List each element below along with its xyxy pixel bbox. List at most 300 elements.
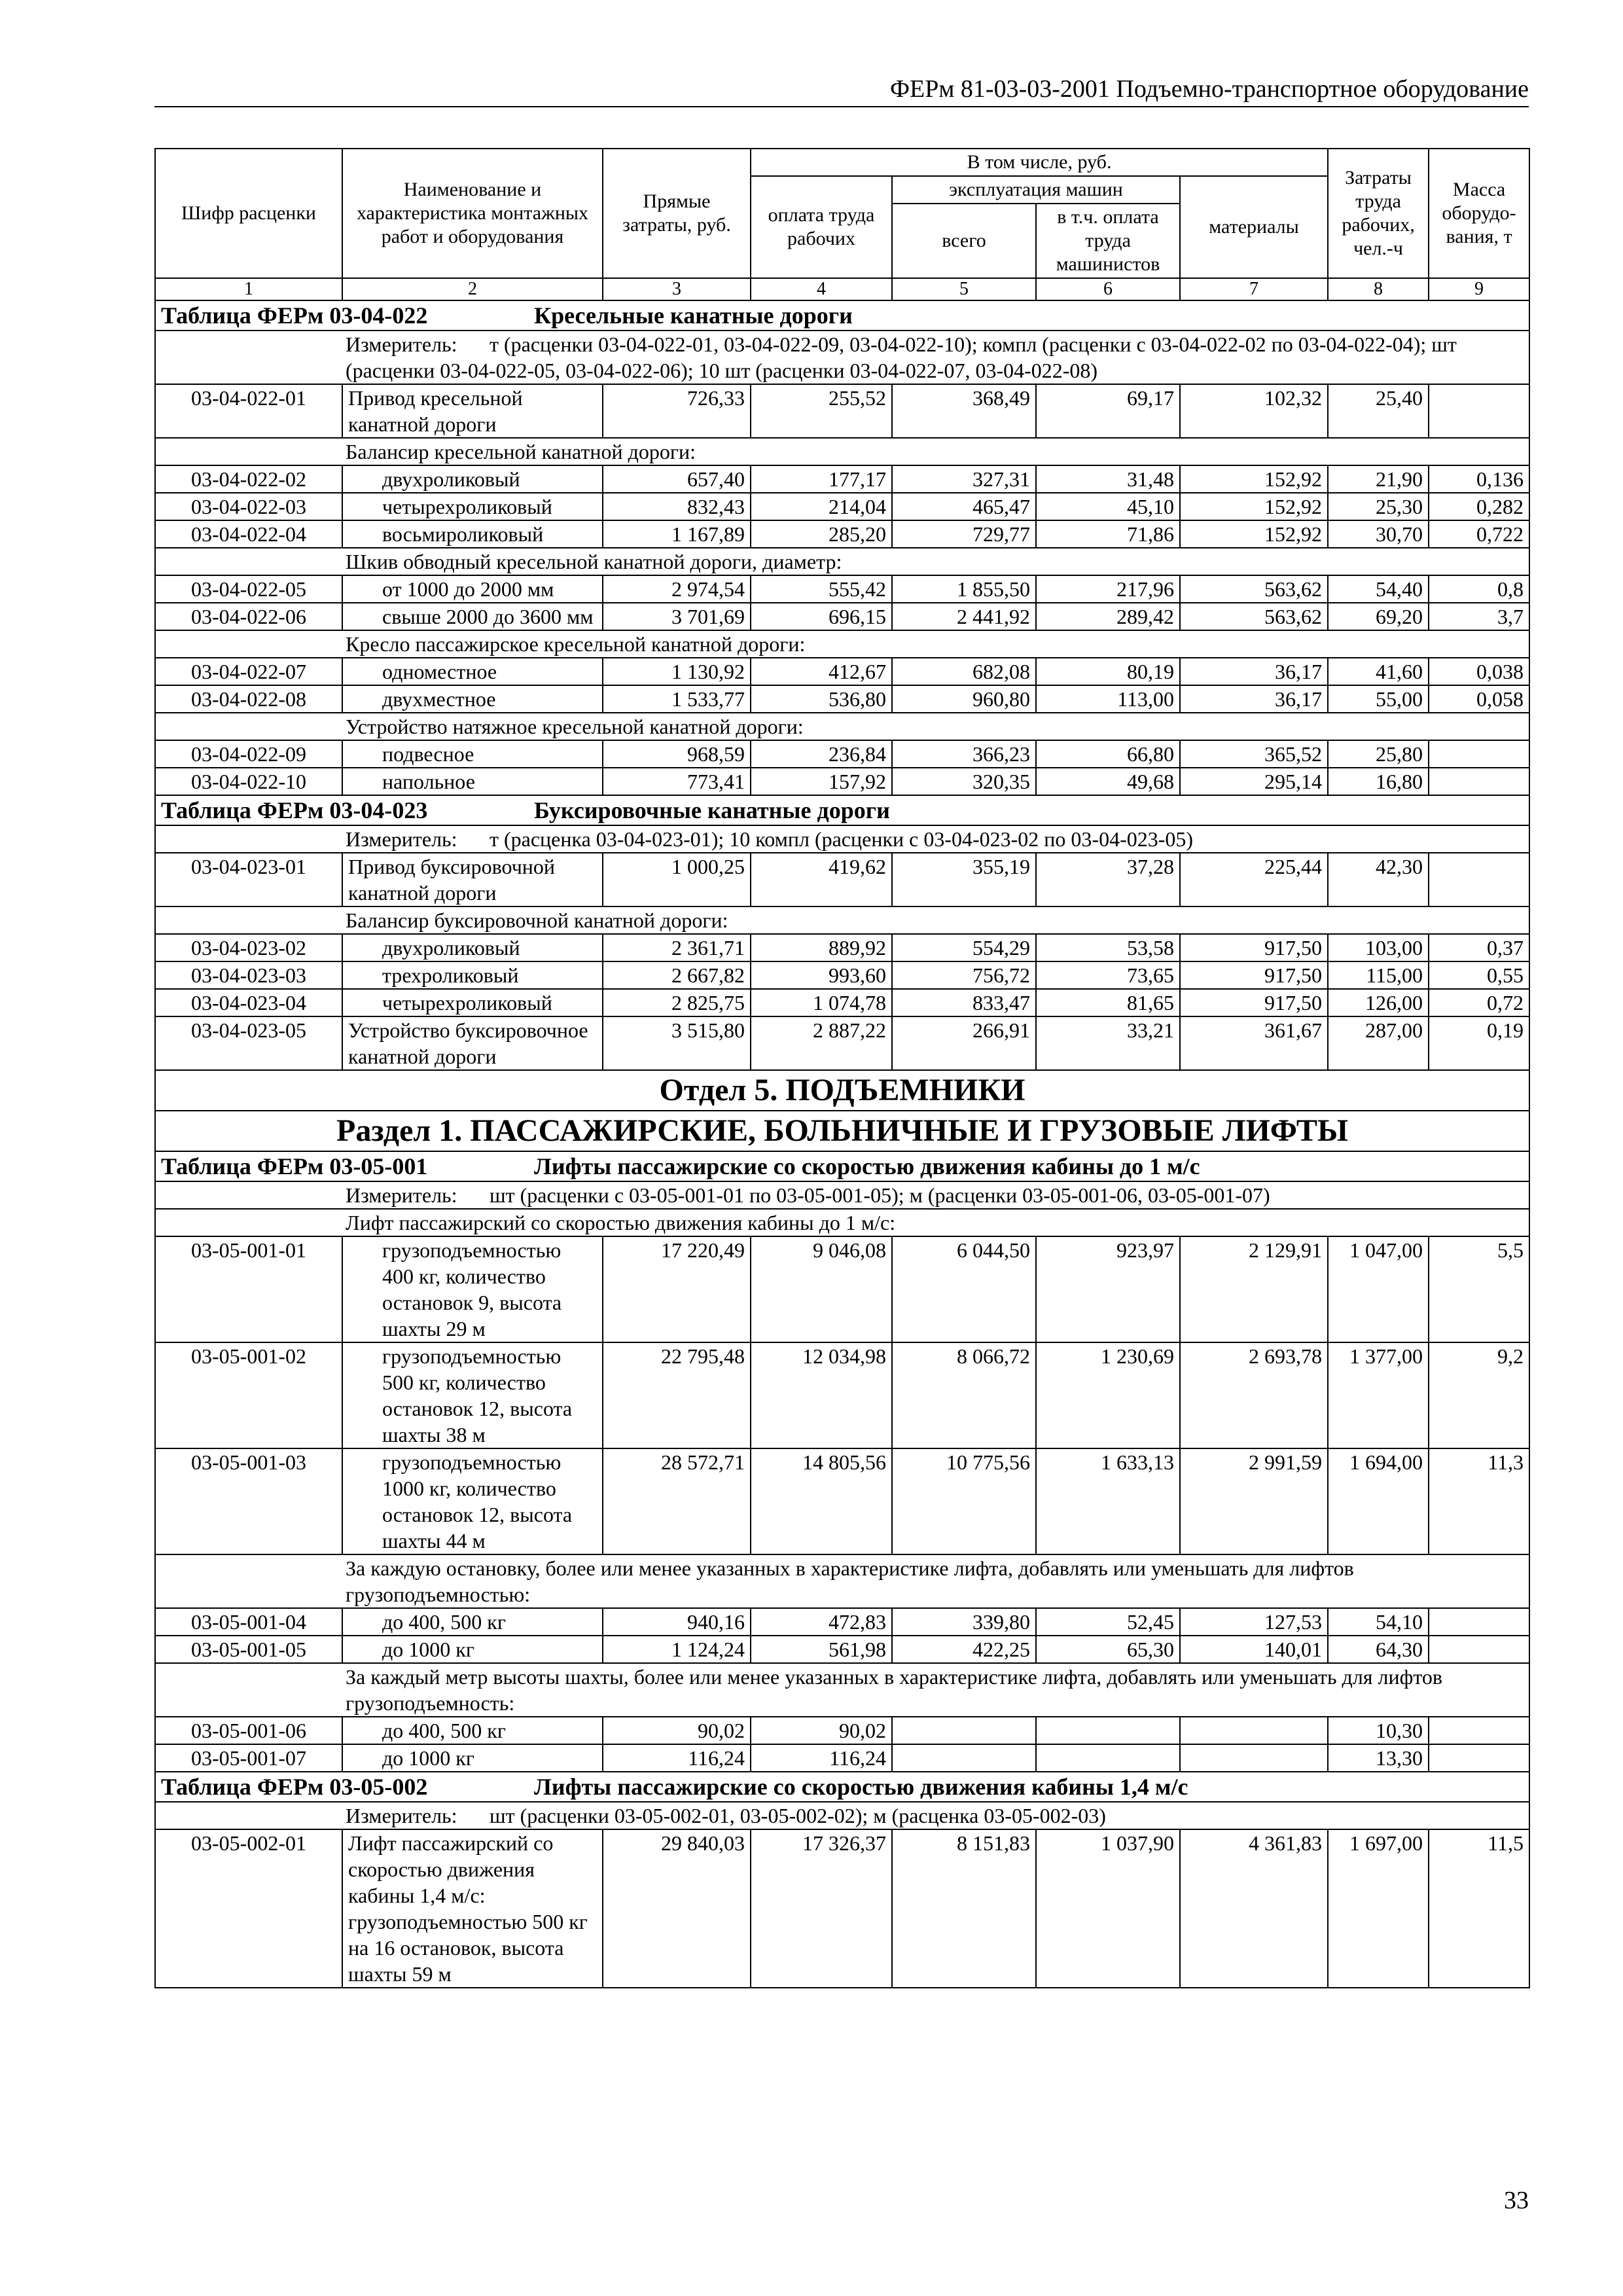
column-number: 1 xyxy=(155,278,342,300)
machines-total: 833,47 xyxy=(892,989,1036,1016)
direct-cost: 726,33 xyxy=(603,384,751,438)
machinist-labor: 80,19 xyxy=(1036,658,1180,685)
equipment-mass: 9,2 xyxy=(1429,1342,1529,1448)
rate-code: 03-04-022-01 xyxy=(155,384,342,438)
rate-code: 03-05-001-06 xyxy=(155,1717,342,1744)
group-heading-row xyxy=(155,1663,1529,1717)
meter-label: Измеритель: xyxy=(346,1183,457,1207)
table-row xyxy=(155,853,1529,906)
direct-cost: 3 701,69 xyxy=(603,603,751,630)
group-heading: Кресло пассажирское кресельной канатной дороги: xyxy=(155,630,1529,658)
direct-cost: 3 515,80 xyxy=(603,1016,751,1070)
table-row xyxy=(155,658,1529,685)
equipment-mass: 0,058 xyxy=(1429,685,1529,713)
equipment-mass: 0,72 xyxy=(1429,989,1529,1016)
col-labor-header: оплата труда рабочих xyxy=(751,176,892,278)
running-header: ФЕРм 81-03-03-2001 Подъемно-транспортное оборудование xyxy=(890,75,1529,103)
work-name: до 1000 кг xyxy=(342,1636,603,1663)
rate-code: 03-05-002-01 xyxy=(155,1829,342,1988)
table-row xyxy=(155,1342,1529,1448)
table-title: Лифты пассажирские со скоростью движения кабины до 1 м/с xyxy=(534,1153,1200,1179)
labor-cost: 116,24 xyxy=(751,1744,892,1772)
labor-hours: 25,40 xyxy=(1328,384,1429,438)
direct-cost: 17 220,49 xyxy=(603,1236,751,1342)
labor-hours: 25,30 xyxy=(1328,493,1429,520)
table-row xyxy=(155,603,1529,630)
machines-total: 1 855,50 xyxy=(892,575,1036,603)
machines-total: 355,19 xyxy=(892,853,1036,906)
work-name: Привод буксировочной канатной дороги xyxy=(342,853,603,906)
machines-total: 465,47 xyxy=(892,493,1036,520)
machinist-labor: 52,45 xyxy=(1036,1608,1180,1636)
rate-code: 03-05-001-01 xyxy=(155,1236,342,1342)
machinist-labor: 1 633,13 xyxy=(1036,1448,1180,1554)
materials-cost: 4 361,83 xyxy=(1180,1829,1328,1988)
labor-hours: 103,00 xyxy=(1328,934,1429,961)
labor-cost: 2 887,22 xyxy=(751,1016,892,1070)
equipment-mass: 5,5 xyxy=(1429,1236,1529,1342)
labor-hours: 64,30 xyxy=(1328,1636,1429,1663)
group-heading-row xyxy=(155,906,1529,934)
rate-code: 03-04-023-03 xyxy=(155,961,342,989)
table-row xyxy=(155,961,1529,989)
table-code: Таблица ФЕРм 03-05-002 xyxy=(161,1774,428,1800)
materials-cost: 2 991,59 xyxy=(1180,1448,1328,1554)
machinist-labor: 1 230,69 xyxy=(1036,1342,1180,1448)
col-machines-header: эксплуатация машин xyxy=(892,176,1180,204)
labor-cost: 9 046,08 xyxy=(751,1236,892,1342)
machinist-labor: 53,58 xyxy=(1036,934,1180,961)
equipment-mass xyxy=(1429,768,1529,795)
meter-row xyxy=(155,331,1529,384)
meter-cell xyxy=(155,1181,1529,1209)
rate-code: 03-04-022-04 xyxy=(155,520,342,548)
work-name: грузоподъемностью 400 кг, количество остановок 9, высота шахты 29 м xyxy=(342,1236,603,1342)
table-code: Таблица ФЕРм 03-05-001 xyxy=(161,1153,428,1179)
table-row xyxy=(155,575,1529,603)
meter-row xyxy=(155,1802,1529,1829)
machines-total: 366,23 xyxy=(892,740,1036,768)
rate-code: 03-04-023-01 xyxy=(155,853,342,906)
work-name: восьмироликовый xyxy=(342,520,603,548)
equipment-mass: 0,136 xyxy=(1429,465,1529,493)
rate-code: 03-04-023-05 xyxy=(155,1016,342,1070)
column-numbers-row xyxy=(155,278,1529,300)
table-row xyxy=(155,685,1529,713)
column-number: 7 xyxy=(1180,278,1328,300)
table-row xyxy=(155,1608,1529,1636)
equipment-mass: 0,37 xyxy=(1429,934,1529,961)
labor-cost: 90,02 xyxy=(751,1717,892,1744)
work-name: четырехроликовый xyxy=(342,989,603,1016)
machinist-labor: 71,86 xyxy=(1036,520,1180,548)
materials-cost: 295,14 xyxy=(1180,768,1328,795)
table-title: Кресельные канатные дороги xyxy=(534,302,853,329)
machinist-labor: 49,68 xyxy=(1036,768,1180,795)
machines-total: 682,08 xyxy=(892,658,1036,685)
column-number: 6 xyxy=(1036,278,1180,300)
machinist-labor: 73,65 xyxy=(1036,961,1180,989)
direct-cost: 90,02 xyxy=(603,1717,751,1744)
direct-cost: 1 533,77 xyxy=(603,685,751,713)
col-mach-labor-header: в т.ч. оплата труда машинистов xyxy=(1036,204,1180,278)
machinist-labor: 37,28 xyxy=(1036,853,1180,906)
work-name: свыше 2000 до 3600 мм xyxy=(342,603,603,630)
meter-cell xyxy=(155,1802,1529,1829)
machinist-labor: 217,96 xyxy=(1036,575,1180,603)
labor-cost: 696,15 xyxy=(751,603,892,630)
work-name: подвесное xyxy=(342,740,603,768)
machines-total: 6 044,50 xyxy=(892,1236,1036,1342)
machinist-labor: 66,80 xyxy=(1036,740,1180,768)
group-heading-row xyxy=(155,1209,1529,1236)
labor-cost: 285,20 xyxy=(751,520,892,548)
table-title-cell xyxy=(155,1151,1529,1181)
work-name: двухместное xyxy=(342,685,603,713)
materials-cost: 127,53 xyxy=(1180,1608,1328,1636)
group-heading: Лифт пассажирский со скоростью движения кабины до 1 м/с: xyxy=(155,1209,1529,1236)
table-code: Таблица ФЕРм 03-04-023 xyxy=(161,797,428,823)
col-code-header: Шифр расценки xyxy=(155,149,342,278)
materials-cost: 152,92 xyxy=(1180,465,1328,493)
col-incl-header: В том числе, руб. xyxy=(751,149,1328,176)
labor-cost: 412,67 xyxy=(751,658,892,685)
table-title-row xyxy=(155,1772,1529,1802)
machinist-labor: 65,30 xyxy=(1036,1636,1180,1663)
labor-cost: 17 326,37 xyxy=(751,1829,892,1988)
machines-total: 554,29 xyxy=(892,934,1036,961)
table-row xyxy=(155,1636,1529,1663)
machines-total xyxy=(892,1744,1036,1772)
materials-cost: 917,50 xyxy=(1180,934,1328,961)
materials-cost: 917,50 xyxy=(1180,989,1328,1016)
group-heading: Шкив обводный кресельной канатной дороги, диаметр: xyxy=(155,548,1529,575)
col-hours-header: Затраты труда рабочих, чел.-ч xyxy=(1328,149,1429,278)
direct-cost: 1 167,89 xyxy=(603,520,751,548)
direct-cost: 2 825,75 xyxy=(603,989,751,1016)
direct-cost: 28 572,71 xyxy=(603,1448,751,1554)
machines-total: 756,72 xyxy=(892,961,1036,989)
rate-code: 03-04-022-08 xyxy=(155,685,342,713)
labor-cost: 157,92 xyxy=(751,768,892,795)
meter-row xyxy=(155,1181,1529,1209)
table-row xyxy=(155,1829,1529,1988)
labor-cost: 993,60 xyxy=(751,961,892,989)
table-row xyxy=(155,1448,1529,1554)
machines-total: 8 151,83 xyxy=(892,1829,1036,1988)
labor-cost: 555,42 xyxy=(751,575,892,603)
machinist-labor: 69,17 xyxy=(1036,384,1180,438)
section-row xyxy=(155,1111,1529,1151)
labor-hours: 1 694,00 xyxy=(1328,1448,1429,1554)
materials-cost: 36,17 xyxy=(1180,658,1328,685)
rate-code: 03-04-022-06 xyxy=(155,603,342,630)
column-number: 5 xyxy=(892,278,1036,300)
materials-cost: 365,52 xyxy=(1180,740,1328,768)
machines-total: 422,25 xyxy=(892,1636,1036,1663)
column-number: 4 xyxy=(751,278,892,300)
direct-cost: 2 361,71 xyxy=(603,934,751,961)
machines-total: 266,91 xyxy=(892,1016,1036,1070)
group-heading-row xyxy=(155,1554,1529,1608)
meter-text: шт (расценки с 03-05-001-01 по 03-05-001-05); м (расценки 03-05-001-06, 03-05-001-07) xyxy=(490,1183,1270,1207)
equipment-mass: 0,722 xyxy=(1429,520,1529,548)
labor-hours: 54,10 xyxy=(1328,1608,1429,1636)
table-header xyxy=(155,149,1529,300)
direct-cost: 29 840,03 xyxy=(603,1829,751,1988)
table-row xyxy=(155,1236,1529,1342)
rate-code: 03-05-001-03 xyxy=(155,1448,342,1554)
direct-cost: 968,59 xyxy=(603,740,751,768)
labor-hours: 10,30 xyxy=(1328,1717,1429,1744)
machines-total: 368,49 xyxy=(892,384,1036,438)
machines-total: 2 441,92 xyxy=(892,603,1036,630)
equipment-mass: 0,282 xyxy=(1429,493,1529,520)
materials-cost: 140,01 xyxy=(1180,1636,1328,1663)
rate-code: 03-04-022-09 xyxy=(155,740,342,768)
equipment-mass: 0,038 xyxy=(1429,658,1529,685)
meter-text: шт (расценки 03-05-002-01, 03-05-002-02); м (расценка 03-05-002-03) xyxy=(490,1804,1106,1827)
rate-code: 03-04-022-02 xyxy=(155,465,342,493)
labor-hours: 55,00 xyxy=(1328,685,1429,713)
machinist-labor: 1 037,90 xyxy=(1036,1829,1180,1988)
table-code: Таблица ФЕРм 03-04-022 xyxy=(161,302,428,329)
materials-cost: 152,92 xyxy=(1180,493,1328,520)
labor-cost: 14 805,56 xyxy=(751,1448,892,1554)
table-row xyxy=(155,1717,1529,1744)
meter-label: Измеритель: xyxy=(346,827,457,851)
work-name: до 400, 500 кг xyxy=(342,1717,603,1744)
materials-cost xyxy=(1180,1717,1328,1744)
labor-hours: 30,70 xyxy=(1328,520,1429,548)
rate-code: 03-04-023-04 xyxy=(155,989,342,1016)
direct-cost: 2 667,82 xyxy=(603,961,751,989)
table-row xyxy=(155,768,1529,795)
direct-cost: 773,41 xyxy=(603,768,751,795)
work-name: Привод кресельной канатной дороги xyxy=(342,384,603,438)
column-number: 9 xyxy=(1429,278,1529,300)
equipment-mass: 3,7 xyxy=(1429,603,1529,630)
rate-code: 03-04-022-03 xyxy=(155,493,342,520)
group-heading-row xyxy=(155,630,1529,658)
table-body xyxy=(155,300,1529,1988)
labor-hours: 54,40 xyxy=(1328,575,1429,603)
rate-code: 03-04-022-07 xyxy=(155,658,342,685)
work-name: грузоподъемностью 1000 кг, количество остановок 12, высота шахты 44 м xyxy=(342,1448,603,1554)
labor-hours: 25,80 xyxy=(1328,740,1429,768)
machinist-labor: 289,42 xyxy=(1036,603,1180,630)
table-title-cell xyxy=(155,795,1529,825)
materials-cost xyxy=(1180,1744,1328,1772)
work-name: двухроликовый xyxy=(342,934,603,961)
equipment-mass xyxy=(1429,1744,1529,1772)
machinist-labor: 113,00 xyxy=(1036,685,1180,713)
table-row xyxy=(155,493,1529,520)
rate-code: 03-04-022-05 xyxy=(155,575,342,603)
table-title: Лифты пассажирские со скоростью движения кабины 1,4 м/с xyxy=(534,1774,1188,1800)
col-direct-header: Прямые затраты, руб. xyxy=(603,149,751,278)
column-number: 3 xyxy=(603,278,751,300)
labor-hours: 21,90 xyxy=(1328,465,1429,493)
machines-total: 339,80 xyxy=(892,1608,1036,1636)
labor-hours: 1 047,00 xyxy=(1328,1236,1429,1342)
equipment-mass xyxy=(1429,740,1529,768)
meter-text: т (расценки 03-04-022-01, 03-04-022-09, 03-04-022-10); компл (расценки с 03-04-022-02 по 03-04-022-04); шт (расценки 03-04-022-05, 03-04-022-06); 10 шт (расценки 03-04-022-07, 03-04-022-08) xyxy=(346,332,1457,382)
work-name: от 1000 до 2000 мм xyxy=(342,575,603,603)
materials-cost: 361,67 xyxy=(1180,1016,1328,1070)
direct-cost: 1 130,92 xyxy=(603,658,751,685)
labor-hours: 126,00 xyxy=(1328,989,1429,1016)
labor-cost: 472,83 xyxy=(751,1608,892,1636)
equipment-mass: 0,8 xyxy=(1429,575,1529,603)
work-name: Устройство буксировочное канатной дороги xyxy=(342,1016,603,1070)
table-row xyxy=(155,989,1529,1016)
rates-table xyxy=(154,148,1530,1988)
group-heading: За каждый метр высоты шахты, более или менее указанных в характеристике лифта, добавлять или уменьшать для лифтов грузоподъемность: xyxy=(155,1663,1529,1717)
rate-code: 03-04-023-02 xyxy=(155,934,342,961)
labor-cost: 255,52 xyxy=(751,384,892,438)
labor-cost: 214,04 xyxy=(751,493,892,520)
direct-cost: 657,40 xyxy=(603,465,751,493)
labor-hours: 13,30 xyxy=(1328,1744,1429,1772)
col-mach-total-header: всего xyxy=(892,204,1036,278)
materials-cost: 563,62 xyxy=(1180,603,1328,630)
direct-cost: 1 124,24 xyxy=(603,1636,751,1663)
labor-hours: 16,80 xyxy=(1328,768,1429,795)
section-title: Раздел 1. ПАССАЖИРСКИЕ, БОЛЬНИЧНЫЕ И ГРУЗОВЫЕ ЛИФТЫ xyxy=(155,1111,1529,1151)
table-row xyxy=(155,465,1529,493)
direct-cost: 940,16 xyxy=(603,1608,751,1636)
header-rule xyxy=(154,106,1529,107)
group-heading-row xyxy=(155,713,1529,740)
equipment-mass xyxy=(1429,1717,1529,1744)
table-title-row xyxy=(155,1151,1529,1181)
labor-hours: 69,20 xyxy=(1328,603,1429,630)
rate-code: 03-05-001-02 xyxy=(155,1342,342,1448)
work-name: до 1000 кг xyxy=(342,1744,603,1772)
machinist-labor: 45,10 xyxy=(1036,493,1180,520)
rate-code: 03-05-001-07 xyxy=(155,1744,342,1772)
materials-cost: 2 129,91 xyxy=(1180,1236,1328,1342)
col-mass-header: Масса оборудо-вания, т xyxy=(1429,149,1529,278)
table-row xyxy=(155,934,1529,961)
labor-cost: 561,98 xyxy=(751,1636,892,1663)
page-number: 33 xyxy=(1504,2187,1529,2214)
materials-cost: 563,62 xyxy=(1180,575,1328,603)
machines-total: 729,77 xyxy=(892,520,1036,548)
work-name: до 400, 500 кг xyxy=(342,1608,603,1636)
work-name: трехроликовый xyxy=(342,961,603,989)
machines-total: 10 775,56 xyxy=(892,1448,1036,1554)
rate-code: 03-05-001-05 xyxy=(155,1636,342,1663)
table-row xyxy=(155,740,1529,768)
table-row xyxy=(155,1744,1529,1772)
labor-hours: 42,30 xyxy=(1328,853,1429,906)
machinist-labor xyxy=(1036,1744,1180,1772)
machinist-labor: 923,97 xyxy=(1036,1236,1180,1342)
materials-cost: 152,92 xyxy=(1180,520,1328,548)
materials-cost: 917,50 xyxy=(1180,961,1328,989)
equipment-mass xyxy=(1429,384,1529,438)
labor-hours: 115,00 xyxy=(1328,961,1429,989)
table-row xyxy=(155,1016,1529,1070)
labor-cost: 536,80 xyxy=(751,685,892,713)
materials-cost: 2 693,78 xyxy=(1180,1342,1328,1448)
table-title-row xyxy=(155,795,1529,825)
machinist-labor: 31,48 xyxy=(1036,465,1180,493)
labor-cost: 1 074,78 xyxy=(751,989,892,1016)
labor-cost: 236,84 xyxy=(751,740,892,768)
machinist-labor: 33,21 xyxy=(1036,1016,1180,1070)
rate-code: 03-05-001-04 xyxy=(155,1608,342,1636)
table-title-row xyxy=(155,300,1529,331)
labor-cost: 889,92 xyxy=(751,934,892,961)
labor-cost: 12 034,98 xyxy=(751,1342,892,1448)
work-name: Лифт пассажирский со скоростью движения кабины 1,4 м/с: грузоподъемностью 500 кг на 16 остановок, высота шахты 59 м xyxy=(342,1829,603,1988)
direct-cost: 832,43 xyxy=(603,493,751,520)
meter-cell xyxy=(155,825,1529,853)
labor-hours: 41,60 xyxy=(1328,658,1429,685)
machines-total: 8 066,72 xyxy=(892,1342,1036,1448)
equipment-mass: 11,3 xyxy=(1429,1448,1529,1554)
col-name-header: Наименование и характеристика монтажных работ и оборудования xyxy=(342,149,603,278)
group-heading-row xyxy=(155,548,1529,575)
work-name: двухроликовый xyxy=(342,465,603,493)
department-row xyxy=(155,1070,1529,1111)
machinist-labor: 81,65 xyxy=(1036,989,1180,1016)
meter-label: Измеритель: xyxy=(346,1804,457,1827)
table-row xyxy=(155,384,1529,438)
table-row xyxy=(155,520,1529,548)
machines-total: 327,31 xyxy=(892,465,1036,493)
column-number: 8 xyxy=(1328,278,1429,300)
work-name: напольное xyxy=(342,768,603,795)
group-heading: За каждую остановку, более или менее указанных в характеристике лифта, добавлять или уменьшать для лифтов грузоподъемностью: xyxy=(155,1554,1529,1608)
direct-cost: 116,24 xyxy=(603,1744,751,1772)
group-heading: Балансир кресельной канатной дороги: xyxy=(155,438,1529,465)
table-title-cell xyxy=(155,300,1529,331)
direct-cost: 1 000,25 xyxy=(603,853,751,906)
meter-label: Измеритель: xyxy=(346,332,457,356)
equipment-mass xyxy=(1429,1636,1529,1663)
group-heading: Устройство натяжное кресельной канатной дороги: xyxy=(155,713,1529,740)
meter-row xyxy=(155,825,1529,853)
equipment-mass: 11,5 xyxy=(1429,1829,1529,1988)
direct-cost: 22 795,48 xyxy=(603,1342,751,1448)
work-name: грузоподъемностью 500 кг, количество остановок 12, высота шахты 38 м xyxy=(342,1342,603,1448)
labor-hours: 1 697,00 xyxy=(1328,1829,1429,1988)
rate-code: 03-04-022-10 xyxy=(155,768,342,795)
group-heading: Балансир буксировочной канатной дороги: xyxy=(155,906,1529,934)
equipment-mass xyxy=(1429,1608,1529,1636)
materials-cost: 225,44 xyxy=(1180,853,1328,906)
equipment-mass: 0,19 xyxy=(1429,1016,1529,1070)
machines-total: 320,35 xyxy=(892,768,1036,795)
labor-hours: 1 377,00 xyxy=(1328,1342,1429,1448)
column-number: 2 xyxy=(342,278,603,300)
machines-total xyxy=(892,1717,1036,1744)
materials-cost: 102,32 xyxy=(1180,384,1328,438)
machinist-labor xyxy=(1036,1717,1180,1744)
work-name: одноместное xyxy=(342,658,603,685)
group-heading-row xyxy=(155,438,1529,465)
department-title: Отдел 5. ПОДЪЕМНИКИ xyxy=(155,1070,1529,1111)
machines-total: 960,80 xyxy=(892,685,1036,713)
labor-cost: 419,62 xyxy=(751,853,892,906)
meter-cell xyxy=(155,331,1529,384)
work-name: четырехроликовый xyxy=(342,493,603,520)
equipment-mass: 0,55 xyxy=(1429,961,1529,989)
